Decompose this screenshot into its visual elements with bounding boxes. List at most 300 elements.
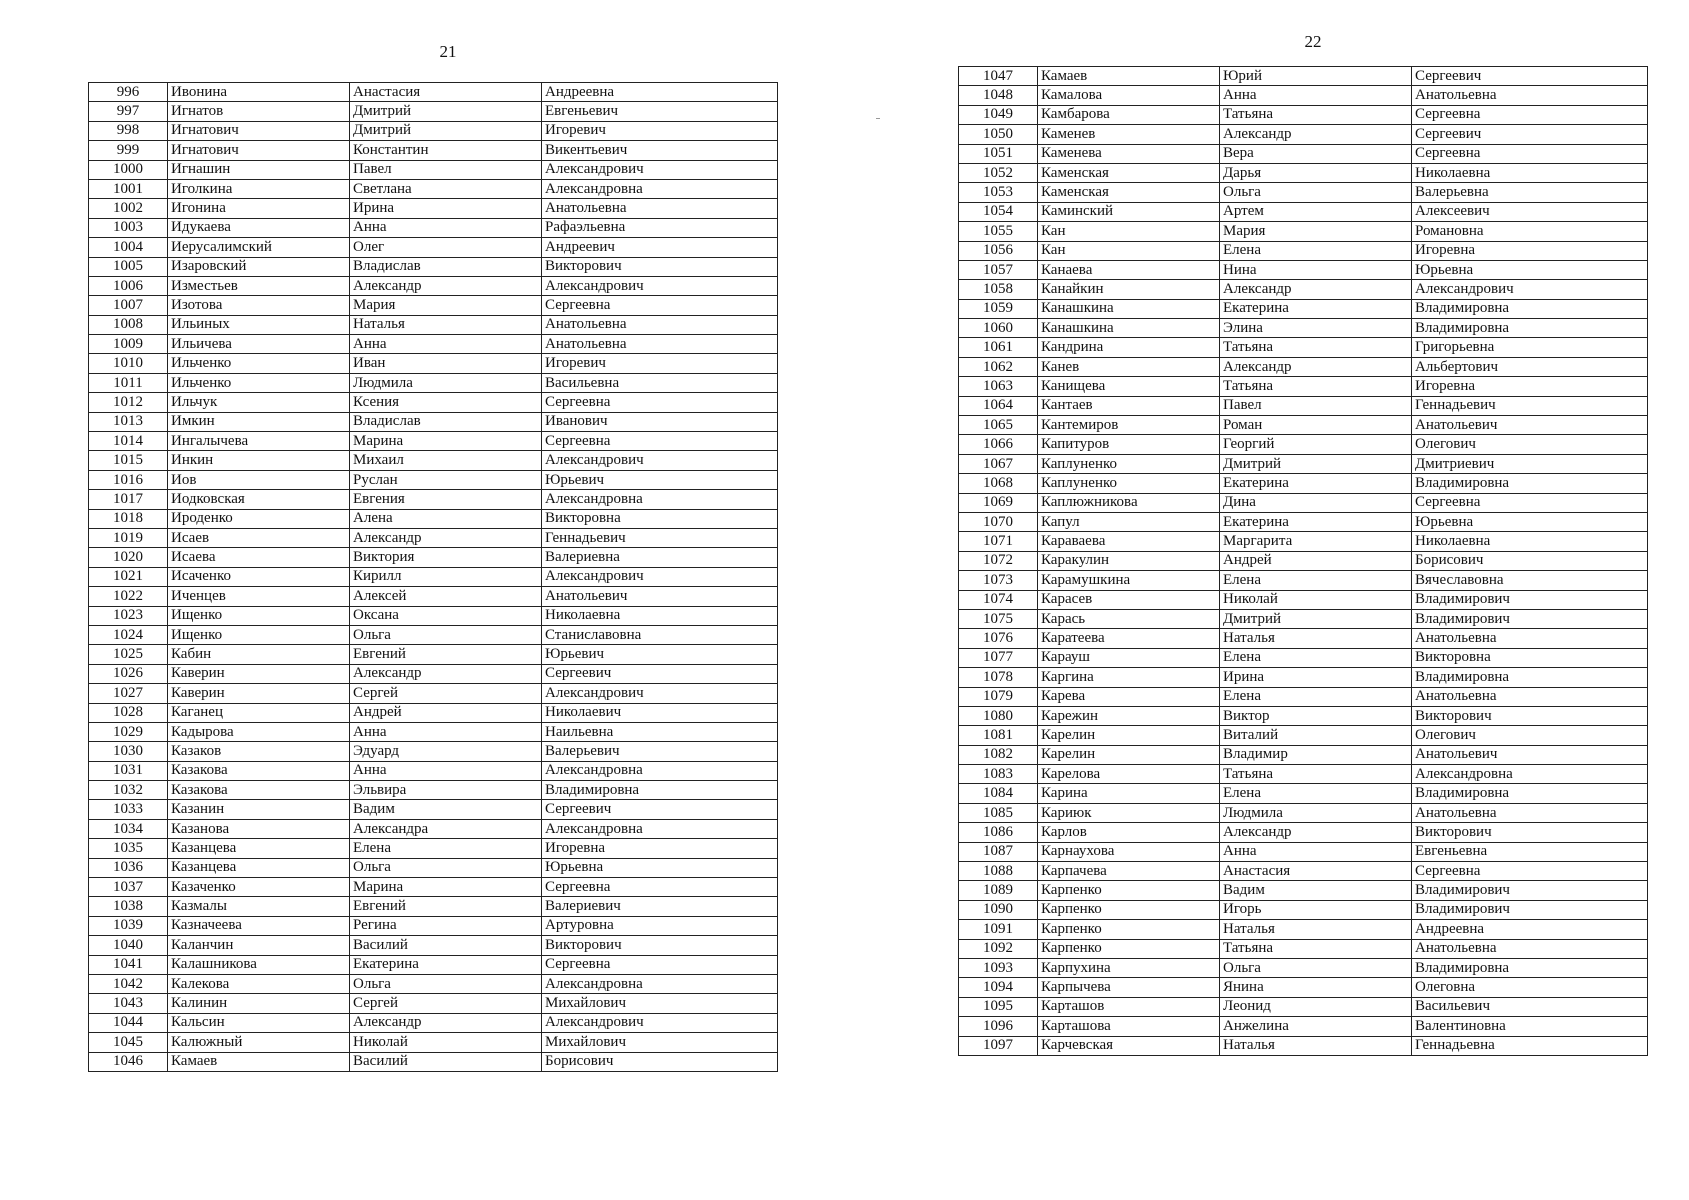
- table-row: [89, 412, 778, 431]
- table-row: [959, 784, 1648, 803]
- surname-cell: Кантаев: [1038, 396, 1220, 415]
- given-name-cell: Евгения: [350, 490, 542, 509]
- surname-cell: Карась: [1038, 609, 1220, 628]
- patronymic-cell: Романовна: [1412, 222, 1648, 241]
- row-number-cell: 1081: [959, 726, 1038, 745]
- table-row: [959, 435, 1648, 454]
- table-row: [959, 1017, 1648, 1036]
- row-number-cell: 1024: [89, 625, 168, 644]
- patronymic-cell: Владимировна: [1412, 958, 1648, 977]
- row-number-cell: 1004: [89, 238, 168, 257]
- given-name-cell: Ирина: [1220, 668, 1412, 687]
- row-number-cell: 1035: [89, 839, 168, 858]
- patronymic-cell: Станиславовна: [542, 625, 778, 644]
- given-name-cell: Виктор: [1220, 706, 1412, 725]
- table-row: [959, 823, 1648, 842]
- row-number-cell: 1041: [89, 955, 168, 974]
- row-number-cell: 1013: [89, 412, 168, 431]
- patronymic-cell: Михайлович: [542, 1033, 778, 1052]
- given-name-cell: Евгений: [350, 897, 542, 916]
- table-row: [959, 900, 1648, 919]
- surname-cell: Иголкина: [168, 179, 350, 198]
- given-name-cell: Анастасия: [350, 83, 542, 102]
- surname-cell: Ильиных: [168, 315, 350, 334]
- row-number-cell: 1097: [959, 1036, 1038, 1055]
- row-number-cell: 1021: [89, 567, 168, 586]
- surname-cell: Казначеева: [168, 916, 350, 935]
- given-name-cell: Елена: [1220, 784, 1412, 803]
- row-number-cell: 1086: [959, 823, 1038, 842]
- row-number-cell: 1037: [89, 878, 168, 897]
- patronymic-cell: Андреевна: [1412, 920, 1648, 939]
- patronymic-cell: Валериевич: [542, 897, 778, 916]
- given-name-cell: Регина: [350, 916, 542, 935]
- table-row: [959, 571, 1648, 590]
- row-number-cell: 1088: [959, 862, 1038, 881]
- given-name-cell: Мария: [1220, 222, 1412, 241]
- surname-cell: Казаков: [168, 742, 350, 761]
- row-number-cell: 1096: [959, 1017, 1038, 1036]
- surname-cell: Ивонина: [168, 83, 350, 102]
- patronymic-cell: Анатольевна: [1412, 629, 1648, 648]
- surname-cell: Игнатович: [168, 121, 350, 140]
- patronymic-cell: Сергеевна: [542, 432, 778, 451]
- surname-cell: Карпычева: [1038, 978, 1220, 997]
- row-number-cell: 1036: [89, 858, 168, 877]
- table-row: [959, 338, 1648, 357]
- patronymic-cell: Александровна: [542, 490, 778, 509]
- table-row: [959, 629, 1648, 648]
- given-name-cell: Дина: [1220, 493, 1412, 512]
- patronymic-cell: Александровна: [542, 819, 778, 838]
- table-row: [89, 509, 778, 528]
- given-name-cell: Александр: [1220, 280, 1412, 299]
- patronymic-cell: Игоревич: [542, 121, 778, 140]
- table-row: [89, 335, 778, 354]
- given-name-cell: Элина: [1220, 319, 1412, 338]
- surname-cell: Каминский: [1038, 202, 1220, 221]
- surname-cell: Исаева: [168, 548, 350, 567]
- given-name-cell: Наталья: [350, 315, 542, 334]
- given-name-cell: Ольга: [1220, 958, 1412, 977]
- row-number-cell: 1056: [959, 241, 1038, 260]
- given-name-cell: Марина: [350, 432, 542, 451]
- table-row: [89, 528, 778, 547]
- table-row: [89, 625, 778, 644]
- surname-cell: Каргина: [1038, 668, 1220, 687]
- page-number: 21: [439, 42, 457, 61]
- surname-cell: Иерусалимский: [168, 238, 350, 257]
- surname-cell: Каплюжникова: [1038, 493, 1220, 512]
- patronymic-cell: Игоревич: [542, 354, 778, 373]
- surname-cell: Имкин: [168, 412, 350, 431]
- row-number-cell: 996: [89, 83, 168, 102]
- table-row: [89, 994, 778, 1013]
- patronymic-cell: Владимировна: [1412, 668, 1648, 687]
- given-name-cell: Сергей: [350, 684, 542, 703]
- row-number-cell: 998: [89, 121, 168, 140]
- name-list-table: [88, 82, 778, 1072]
- right-page: [958, 30, 1648, 1056]
- surname-cell: Камалова: [1038, 86, 1220, 105]
- given-name-cell: Вадим: [1220, 881, 1412, 900]
- table-row: [959, 183, 1648, 202]
- table-row: [89, 102, 778, 121]
- given-name-cell: Леонид: [1220, 997, 1412, 1016]
- patronymic-cell: Анатольевна: [542, 335, 778, 354]
- given-name-cell: Анна: [350, 761, 542, 780]
- patronymic-cell: Николаевич: [542, 703, 778, 722]
- table-row: [959, 687, 1648, 706]
- table-row: [89, 373, 778, 392]
- surname-cell: Карпачева: [1038, 862, 1220, 881]
- row-number-cell: 1048: [959, 86, 1038, 105]
- surname-cell: Канашкина: [1038, 299, 1220, 318]
- given-name-cell: Вадим: [350, 800, 542, 819]
- surname-cell: Идукаева: [168, 218, 350, 237]
- page-number: 22: [1304, 32, 1322, 51]
- table-row: [89, 974, 778, 993]
- patronymic-cell: Сергеевна: [1412, 493, 1648, 512]
- given-name-cell: Василий: [350, 1052, 542, 1071]
- row-number-cell: 1061: [959, 338, 1038, 357]
- table-row: [959, 939, 1648, 958]
- given-name-cell: Анна: [1220, 842, 1412, 861]
- given-name-cell: Андрей: [1220, 551, 1412, 570]
- given-name-cell: Эльвира: [350, 781, 542, 800]
- table-row: [89, 800, 778, 819]
- given-name-cell: Анжелина: [1220, 1017, 1412, 1036]
- table-row: [89, 121, 778, 140]
- row-number-cell: 1067: [959, 454, 1038, 473]
- row-number-cell: 1047: [959, 67, 1038, 86]
- table-row: [959, 396, 1648, 415]
- table-row: [959, 532, 1648, 551]
- row-number-cell: 1026: [89, 664, 168, 683]
- surname-cell: Кадырова: [168, 722, 350, 741]
- given-name-cell: Александр: [1220, 823, 1412, 842]
- surname-cell: Игонина: [168, 199, 350, 218]
- table-row: [89, 276, 778, 295]
- patronymic-cell: Александровна: [542, 761, 778, 780]
- given-name-cell: Юрий: [1220, 67, 1412, 86]
- surname-cell: Капитуров: [1038, 435, 1220, 454]
- row-number-cell: 1070: [959, 512, 1038, 531]
- table-row: [89, 878, 778, 897]
- given-name-cell: Артем: [1220, 202, 1412, 221]
- row-number-cell: 1049: [959, 105, 1038, 124]
- table-row: [89, 606, 778, 625]
- patronymic-cell: Сергеевич: [1412, 67, 1648, 86]
- patronymic-cell: Евгеньевна: [1412, 842, 1648, 861]
- surname-cell: Карамушкина: [1038, 571, 1220, 590]
- surname-cell: Карелова: [1038, 765, 1220, 784]
- table-row: [959, 86, 1648, 105]
- patronymic-cell: Андреевич: [542, 238, 778, 257]
- surname-cell: Камаев: [168, 1052, 350, 1071]
- patronymic-cell: Валентиновна: [1412, 1017, 1648, 1036]
- surname-cell: Исаченко: [168, 567, 350, 586]
- table-row: [959, 105, 1648, 124]
- row-number-cell: 1018: [89, 509, 168, 528]
- patronymic-cell: Николаевна: [1412, 163, 1648, 182]
- row-number-cell: 1033: [89, 800, 168, 819]
- table-row: [89, 315, 778, 334]
- surname-cell: Изотова: [168, 296, 350, 315]
- surname-cell: Каракулин: [1038, 551, 1220, 570]
- table-row: [959, 803, 1648, 822]
- patronymic-cell: Владимирович: [1412, 900, 1648, 919]
- name-list-table: [958, 66, 1648, 1056]
- table-row: [959, 978, 1648, 997]
- surname-cell: Карташов: [1038, 997, 1220, 1016]
- table-row: [959, 202, 1648, 221]
- table-row: [89, 83, 778, 102]
- surname-cell: Исаев: [168, 528, 350, 547]
- table-row: [959, 222, 1648, 241]
- given-name-cell: Дмитрий: [1220, 454, 1412, 473]
- patronymic-cell: Викторович: [542, 936, 778, 955]
- patronymic-cell: Юрьевич: [542, 470, 778, 489]
- table-row: [959, 590, 1648, 609]
- patronymic-cell: Владимирович: [1412, 590, 1648, 609]
- surname-cell: Канайкин: [1038, 280, 1220, 299]
- surname-cell: Изаровский: [168, 257, 350, 276]
- row-number-cell: 1020: [89, 548, 168, 567]
- row-number-cell: 1071: [959, 532, 1038, 551]
- patronymic-cell: Алексеевич: [1412, 202, 1648, 221]
- name-list-body: [89, 83, 778, 1072]
- given-name-cell: Елена: [1220, 648, 1412, 667]
- patronymic-cell: Викторович: [1412, 823, 1648, 842]
- patronymic-cell: Викторовна: [542, 509, 778, 528]
- given-name-cell: Анна: [1220, 86, 1412, 105]
- patronymic-cell: Олегович: [1412, 726, 1648, 745]
- row-number-cell: 1078: [959, 668, 1038, 687]
- left-page: [88, 40, 778, 1072]
- surname-cell: Карелин: [1038, 726, 1220, 745]
- patronymic-cell: Рафаэльевна: [542, 218, 778, 237]
- row-number-cell: 1094: [959, 978, 1038, 997]
- table-row: [959, 280, 1648, 299]
- surname-cell: Ильичева: [168, 335, 350, 354]
- table-row: [959, 648, 1648, 667]
- surname-cell: Карнаухова: [1038, 842, 1220, 861]
- given-name-cell: Николай: [350, 1033, 542, 1052]
- patronymic-cell: Анатольевна: [542, 199, 778, 218]
- row-number-cell: 1059: [959, 299, 1038, 318]
- row-number-cell: 1085: [959, 803, 1038, 822]
- patronymic-cell: Николаевна: [542, 606, 778, 625]
- row-number-cell: 1003: [89, 218, 168, 237]
- row-number-cell: 1040: [89, 936, 168, 955]
- surname-cell: Казмалы: [168, 897, 350, 916]
- patronymic-cell: Владимировна: [1412, 784, 1648, 803]
- row-number-cell: 1028: [89, 703, 168, 722]
- given-name-cell: Татьяна: [1220, 105, 1412, 124]
- given-name-cell: Наталья: [1220, 920, 1412, 939]
- table-row: [89, 819, 778, 838]
- surname-cell: Каганец: [168, 703, 350, 722]
- table-row: [959, 454, 1648, 473]
- table-row: [959, 512, 1648, 531]
- surname-cell: Ингалычева: [168, 432, 350, 451]
- patronymic-cell: Александровна: [542, 974, 778, 993]
- table-row: [89, 684, 778, 703]
- table-row: [959, 997, 1648, 1016]
- patronymic-cell: Александрович: [542, 684, 778, 703]
- surname-cell: Каменская: [1038, 183, 1220, 202]
- table-row: [89, 218, 778, 237]
- patronymic-cell: Александрович: [1412, 280, 1648, 299]
- surname-cell: Карпухина: [1038, 958, 1220, 977]
- row-number-cell: 1005: [89, 257, 168, 276]
- row-number-cell: 1016: [89, 470, 168, 489]
- row-number-cell: 1027: [89, 684, 168, 703]
- given-name-cell: Екатерина: [1220, 512, 1412, 531]
- surname-cell: Иов: [168, 470, 350, 489]
- table-row: [959, 357, 1648, 376]
- given-name-cell: Наталья: [1220, 629, 1412, 648]
- surname-cell: Иченцев: [168, 587, 350, 606]
- patronymic-cell: Геннадьевич: [1412, 396, 1648, 415]
- surname-cell: Казанцева: [168, 858, 350, 877]
- patronymic-cell: Сергеевич: [542, 800, 778, 819]
- patronymic-cell: Анатольевна: [1412, 86, 1648, 105]
- table-row: [89, 354, 778, 373]
- given-name-cell: Ольга: [350, 625, 542, 644]
- patronymic-cell: Артуровна: [542, 916, 778, 935]
- given-name-cell: Александр: [1220, 125, 1412, 144]
- surname-cell: Камбарова: [1038, 105, 1220, 124]
- table-row: [89, 722, 778, 741]
- table-row: [959, 881, 1648, 900]
- surname-cell: Карлов: [1038, 823, 1220, 842]
- given-name-cell: Татьяна: [1220, 765, 1412, 784]
- given-name-cell: Владислав: [350, 257, 542, 276]
- patronymic-cell: Юрьевич: [542, 645, 778, 664]
- patronymic-cell: Дмитриевич: [1412, 454, 1648, 473]
- table-row: [959, 765, 1648, 784]
- given-name-cell: Дарья: [1220, 163, 1412, 182]
- surname-cell: Карчевская: [1038, 1036, 1220, 1055]
- row-number-cell: 1075: [959, 609, 1038, 628]
- row-number-cell: 1039: [89, 916, 168, 935]
- given-name-cell: Анастасия: [1220, 862, 1412, 881]
- table-row: [89, 1052, 778, 1071]
- patronymic-cell: Александрович: [542, 1013, 778, 1032]
- surname-cell: Игнатов: [168, 102, 350, 121]
- row-number-cell: 1015: [89, 451, 168, 470]
- patronymic-cell: Валериевна: [542, 548, 778, 567]
- surname-cell: Карежин: [1038, 706, 1220, 725]
- row-number-cell: 1073: [959, 571, 1038, 590]
- table-row: [89, 645, 778, 664]
- table-row: [959, 319, 1648, 338]
- row-number-cell: 1010: [89, 354, 168, 373]
- given-name-cell: Александр: [350, 276, 542, 295]
- given-name-cell: Татьяна: [1220, 377, 1412, 396]
- given-name-cell: Елена: [350, 839, 542, 858]
- given-name-cell: Павел: [350, 160, 542, 179]
- given-name-cell: Екатерина: [1220, 474, 1412, 493]
- surname-cell: Каверин: [168, 664, 350, 683]
- surname-cell: Калекова: [168, 974, 350, 993]
- table-row: [959, 920, 1648, 939]
- patronymic-cell: Владимировна: [1412, 299, 1648, 318]
- given-name-cell: Олег: [350, 238, 542, 257]
- table-row: [89, 490, 778, 509]
- given-name-cell: Марина: [350, 878, 542, 897]
- row-number-cell: 1012: [89, 393, 168, 412]
- given-name-cell: Игорь: [1220, 900, 1412, 919]
- row-number-cell: 1045: [89, 1033, 168, 1052]
- surname-cell: Калинин: [168, 994, 350, 1013]
- patronymic-cell: Викентьевич: [542, 141, 778, 160]
- table-row: [89, 781, 778, 800]
- given-name-cell: Алена: [350, 509, 542, 528]
- patronymic-cell: Анатольевич: [1412, 745, 1648, 764]
- patronymic-cell: Викторовна: [1412, 648, 1648, 667]
- patronymic-cell: Анатольевна: [1412, 687, 1648, 706]
- surname-cell: Изместьев: [168, 276, 350, 295]
- table-row: [89, 296, 778, 315]
- surname-cell: Карелин: [1038, 745, 1220, 764]
- table-row: [959, 67, 1648, 86]
- given-name-cell: Виталий: [1220, 726, 1412, 745]
- surname-cell: Канев: [1038, 357, 1220, 376]
- surname-cell: Казакова: [168, 781, 350, 800]
- surname-cell: Капул: [1038, 512, 1220, 531]
- patronymic-cell: Владимирович: [1412, 609, 1648, 628]
- row-number-cell: 1046: [89, 1052, 168, 1071]
- table-row: [89, 587, 778, 606]
- given-name-cell: Елена: [1220, 241, 1412, 260]
- given-name-cell: Эдуард: [350, 742, 542, 761]
- row-number-cell: 1091: [959, 920, 1038, 939]
- patronymic-cell: Геннадьевич: [542, 528, 778, 547]
- patronymic-cell: Васильевич: [1412, 997, 1648, 1016]
- row-number-cell: 1080: [959, 706, 1038, 725]
- row-number-cell: 1052: [959, 163, 1038, 182]
- given-name-cell: Алексей: [350, 587, 542, 606]
- table-row: [89, 858, 778, 877]
- row-number-cell: 1053: [959, 183, 1038, 202]
- surname-cell: Игнатович: [168, 141, 350, 160]
- patronymic-cell: Сергеевна: [542, 955, 778, 974]
- surname-cell: Ильчук: [168, 393, 350, 412]
- row-number-cell: 1093: [959, 958, 1038, 977]
- surname-cell: Карина: [1038, 784, 1220, 803]
- patronymic-cell: Александровна: [1412, 765, 1648, 784]
- surname-cell: Игнашин: [168, 160, 350, 179]
- given-name-cell: Людмила: [350, 373, 542, 392]
- table-row: [89, 1013, 778, 1032]
- surname-cell: Иодковская: [168, 490, 350, 509]
- patronymic-cell: Викторович: [1412, 706, 1648, 725]
- table-row: [89, 393, 778, 412]
- patronymic-cell: Сергеевна: [542, 393, 778, 412]
- row-number-cell: 1014: [89, 432, 168, 451]
- given-name-cell: Дмитрий: [1220, 609, 1412, 628]
- given-name-cell: Кирилл: [350, 567, 542, 586]
- given-name-cell: Ксения: [350, 393, 542, 412]
- given-name-cell: Вера: [1220, 144, 1412, 163]
- patronymic-cell: Наильевна: [542, 722, 778, 741]
- table-row: [959, 1036, 1648, 1055]
- given-name-cell: Ольга: [350, 974, 542, 993]
- surname-cell: Канашкина: [1038, 319, 1220, 338]
